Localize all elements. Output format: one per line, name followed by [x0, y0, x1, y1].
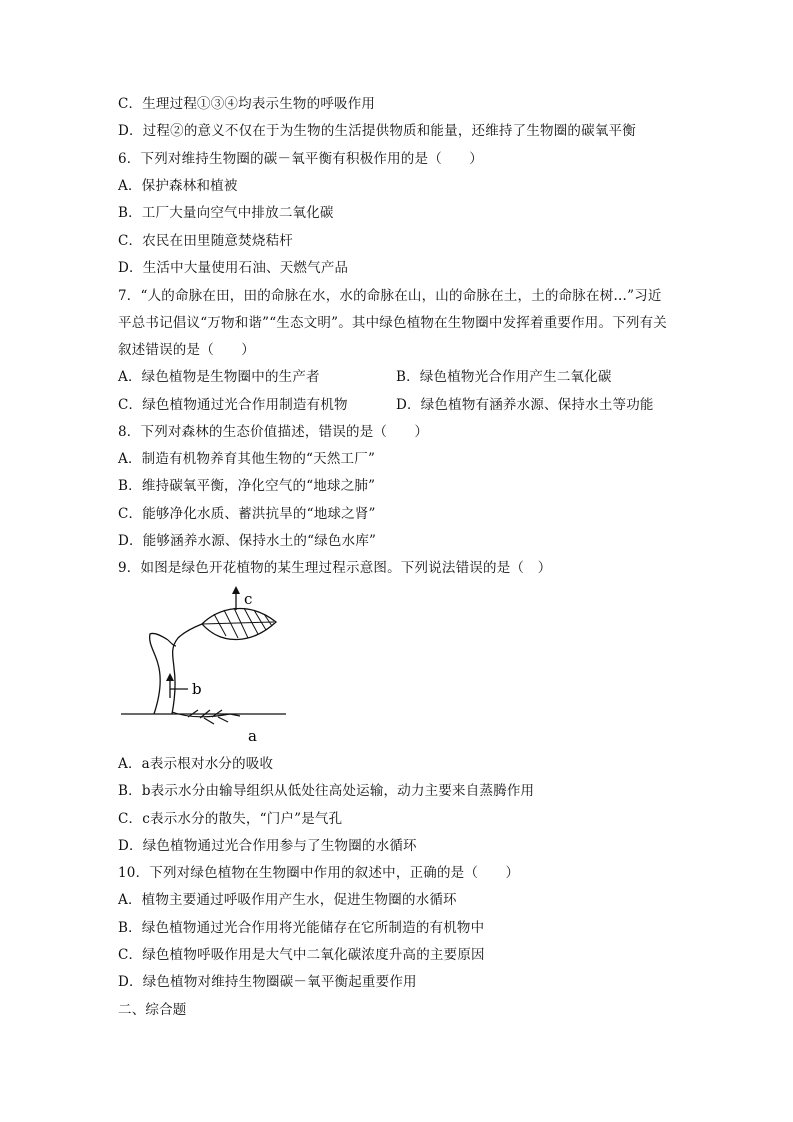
q7-option-c: C．绿色植物通过光合作用制造有机物 — [118, 397, 348, 413]
q8-option-c: C．能够净化水质、蓄洪抗旱的“地球之肾” — [118, 506, 376, 522]
q5-option-c: C．生理过程①③④均表示生物的呼吸作用 — [118, 96, 376, 112]
section-heading: 二、综合题 — [118, 1002, 187, 1018]
stem-right-edge — [172, 624, 202, 714]
q9-option-a: A．a表示根对水分的吸收 — [118, 756, 274, 772]
q10-option-d: D．绿色植物对维持生物圈碳－氧平衡起重要作用 — [118, 974, 417, 990]
label-a: a — [248, 727, 257, 745]
q7-stem-line1: 7．“人的命脉在田，田的命脉在水，水的命脉在山，山的命脉在土，土的命脉在树…”习近 — [118, 288, 662, 304]
label-c: c — [244, 590, 253, 608]
arrow-c-head — [232, 586, 240, 594]
plant-transpiration-figure — [118, 586, 288, 746]
q10-stem: 10．下列对绿色植物在生物圈中作用的叙述中，正确的是（ ） — [118, 865, 520, 881]
q6-option-d: D．生活中大量使用石油、天燃气产品 — [118, 260, 349, 276]
q9-stem: 9．如图是绿色开花植物的某生理过程示意图。下列说法错误的是（ ） — [118, 560, 552, 576]
q9-option-d: D．绿色植物通过光合作用参与了生物圈的水循环 — [118, 838, 417, 854]
q7-stem-line3: 叙述错误的是（ ） — [118, 342, 255, 358]
q7-option-a: A．绿色植物是生物圈中的生产者 — [118, 369, 320, 385]
roots — [172, 710, 240, 724]
q10-option-a: A．植物主要通过呼吸作用产生水，促进生物圈的水循环 — [118, 892, 457, 908]
q7-stem-line2: 平总书记倡议“万物和谐”“生态文明”。其中绿色植物在生物圈中发挥着重要作用。下列有关 — [118, 315, 668, 331]
q6-option-a: A．保护森林和植被 — [118, 178, 238, 194]
q8-stem: 8．下列对森林的生态价值描述，错误的是（ ） — [118, 424, 429, 440]
q7-option-b: B．绿色植物光合作用产生二氧化碳 — [396, 369, 612, 385]
label-b: b — [192, 680, 202, 698]
q10-option-b: B．绿色植物通过光合作用将光能储存在它所制造的有机物中 — [118, 920, 485, 936]
q8-option-b: B．维持碳氧平衡，净化空气的“地球之肺” — [118, 478, 376, 494]
arrow-b-head — [166, 673, 174, 681]
q8-option-a: A．制造有机物养育其他生物的“天然工厂” — [118, 451, 376, 467]
stem-left-edge — [150, 633, 168, 714]
q7-option-d: D．绿色植物有涵养水源、保持水土等功能 — [396, 397, 654, 413]
q6-option-b: B．工厂大量向空气中排放二氧化碳 — [118, 205, 334, 221]
q9-option-b: B．b表示水分由输导组织从低处往高处运输，动力主要来自蒸腾作用 — [118, 783, 535, 799]
q9-option-c: C．c表示水分的散失，“门户”是气孔 — [118, 811, 343, 827]
q6-stem: 6．下列对维持生物圈的碳－氧平衡有积极作用的是（ ） — [118, 151, 483, 167]
q5-option-d: D．过程②的意义不仅在于为生物的生活提供物质和能量，还维持了生物圈的碳氧平衡 — [118, 123, 636, 139]
q10-option-c: C．绿色植物呼吸作用是大气中二氧化碳浓度升高的主要原因 — [118, 947, 485, 963]
q6-option-c: C．农民在田里随意焚烧秸杆 — [118, 233, 293, 249]
q8-option-d: D．能够涵养水源、保持水土的“绿色水库” — [118, 533, 377, 549]
